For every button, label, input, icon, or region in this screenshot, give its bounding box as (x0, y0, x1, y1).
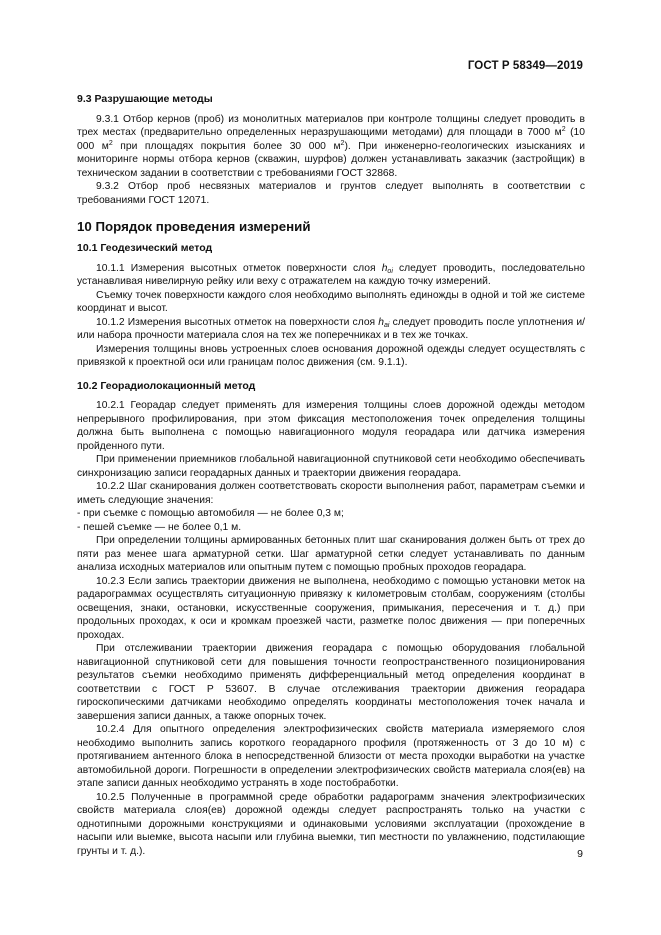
text-run: следует проводить после уплотнения и/или набора прочности материала слоя на тех же поперечниках и в тех же точках. (77, 316, 585, 341)
variable-h-ai (378, 317, 389, 328)
text-run: 10.1.2 Измерения высотных отметок на поверхности слоя (96, 316, 379, 328)
paragraph-10-1-1 (77, 262, 585, 289)
variable-h-oi (382, 263, 393, 274)
list-item-foot-survey: - пешей съемке — не более 0,1 м. (77, 521, 242, 533)
paragraph-10-2-1-b: При применении приемников глобальной навигационной спутниковой сети необходимо обеспечивать синхронизацию записи георадарных данных и траектории движения георадара. (77, 454, 585, 479)
paragraph-10-1-2 (77, 316, 585, 343)
text-run: ). При инженерно-геологических изысканиях и мониторинге нормы отбора кернов (скважин, шурфов) должен устанавливать заказчик (застройщик) в техническом задании в соответствии с требованиями ГОСТ 32868. (77, 140, 585, 179)
heading-10-2: 10.2 Георадиолокационный метод (77, 379, 256, 392)
heading-10-1: 10.1 Геодезический метод (77, 242, 213, 254)
text-run: 9.3.1 Отбор кернов (проб) из монолитных материалов при контроле толщины следует проводить в трех местах (предварительно определенных неразрушающими методами) для площади в 7000 м (77, 113, 585, 138)
paragraph-10-2-5: 10.2.5 Полученные в программной среде обработки радарограмм значения электрофизических свойств материала слоя(ев) дорожной одежды следует распространять только на участки с однотипными дорожными конструкциями и одинаковыми условиями эксплуатации (прохождение в насыпи или выемке, высота насыпи или глубина выемки, тип местности по увлажнению, подстилающие грунты и т. д.). (77, 791, 585, 857)
variable-subscript: ai (384, 321, 390, 329)
text-run: 10.1.1 Измерения высотных отметок поверхности слоя (96, 262, 382, 274)
paragraph-10-2-3: 10.2.3 Если запись траектории движения не выполнена, необходимо с помощью установки меток на радарограммах осуществлять ситуационную привязку к километровым столбам, сооружениям (столбы освещения, знаки, остановки, искусственные сооружения, примыкания, пересечения и т. д.) при продольных проходах, к оси и кромкам проезжей части, разметке полос движения — при поперечных проходах. (77, 575, 585, 641)
list-item-car-survey: - при съемке с помощью автомобиля — не более 0,3 м; (77, 508, 344, 519)
paragraph-10-1-2-b: Измерения толщины вновь устроенных слоев основания дорожной одежды следует осуществлять с привязкой к проектной оси или границам полос движения (см. 9.1.1). (77, 343, 585, 368)
superscript: 2 (561, 126, 566, 133)
superscript: 2 (340, 139, 345, 147)
heading-9-3: 9.3 Разрушающие методы (77, 93, 213, 105)
paragraph-10-1-1-b: Съемку точек поверхности каждого слоя необходимо выполнять единожды в одной и той же системе координат и высот. (77, 289, 585, 314)
paragraph-10-2-1: 10.2.1 Георадар следует применять для измерения толщины слоев дорожной одежды методом непрерывного профилирования, при этом фиксация местоположения точек определения толщины должна быть выполнена с помощью навигационного модуля георадара или датчика измерения пройденного пути. (77, 400, 585, 452)
paragraph-10-2-2: 10.2.2 Шаг сканирования должен соответствовать скорости выполнения работ, параметрам съемки и иметь следующие значения: (77, 481, 585, 506)
variable-symbol: h (378, 316, 385, 328)
text-run: при площадях покрытия более 30 000 м (112, 140, 341, 152)
paragraph-10-2-4: 10.2.4 Для опытного определения электрофизических свойств материала измеряемого слоя необходимо выполнить запись короткого георадарного профиля (протяженность от 3 до 10 м) с протягиванием антенного блока в непосредственной близости от места проходки выработки на участке автомобильной дороги. Погрешности в определении электрофизических свойств материала слоя(ев) на этапе записи данных необходимо устранять в ходе постобработки. (77, 724, 585, 789)
page-number: 9 (577, 848, 583, 860)
paragraph-10-2-3-b: При отслеживании траектории движения георадара с помощью оборудования глобальной навигационной спутниковой сети для повышения точности геопространственного позиционирования результатов съемки необходимо применять дифференциальный метод определения координат в соответствии с ГОСТ Р 53607. В случае отслеживания траектории движения георадара гироскопическими датчиками необходимо определять координаты местоположения точек начала и завершения записи данных, а также опорных точек. (77, 643, 585, 722)
variable-subscript: oi (387, 267, 393, 275)
text-run: следует проводить, последовательно устанавливая нивелирную рейку или веху с отражателем на каждую точку измерений. (77, 262, 585, 287)
superscript: 2 (108, 139, 113, 147)
paragraph-10-2-2-b: При определении толщины армированных бетонных плит шаг сканирования должен быть от трех до пяти раз менее шага арматурной сетки. Шаг арматурной сетки следует устанавливать по данным анализа исходных материалов или опытным путем с помощью пробных проходов георадара. (77, 535, 585, 573)
section-title-10: 10 Порядок проведения измерений (77, 219, 311, 234)
text-run: (10 000 м (77, 127, 585, 152)
document-body (77, 93, 585, 858)
document-header: ГОСТ Р 58349—2019 (467, 60, 583, 72)
variable-symbol: h (381, 262, 388, 274)
paragraph-9-3-1 (77, 113, 585, 181)
paragraph-9-3-2: 9.3.2 Отбор проб несвязных материалов и грунтов следует выполнять в соответствии с требованиями ГОСТ 12071. (77, 181, 585, 206)
